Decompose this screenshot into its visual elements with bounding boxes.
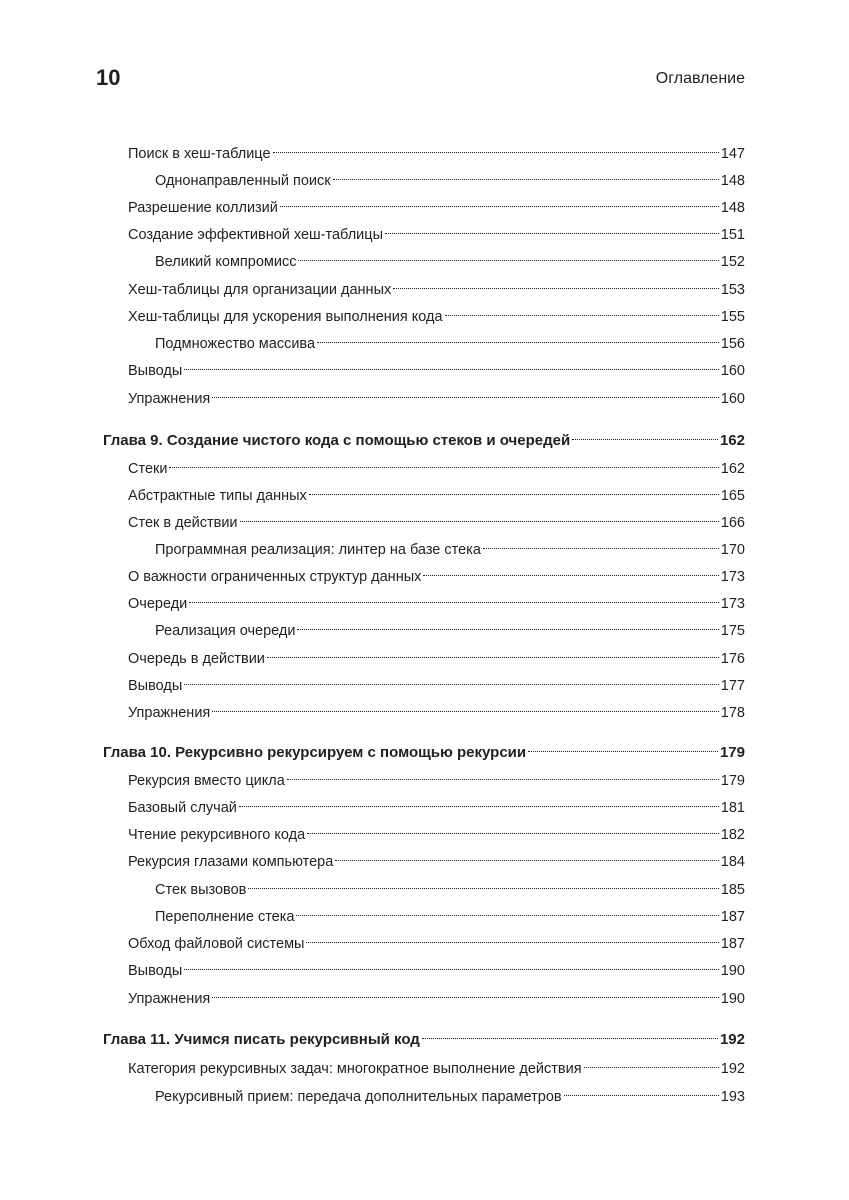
dot-leader [169, 451, 718, 473]
toc-entry-page: 165 [720, 488, 745, 504]
toc-entry-page: 173 [720, 596, 745, 612]
toc-entry[interactable] [0, 1079, 849, 1105]
toc-entry[interactable] [0, 299, 849, 325]
toc-entry[interactable] [0, 559, 849, 585]
toc-entry-title: О важности ограниченных структур данных [128, 569, 422, 585]
toc-entry-title: Обход файловой системы [128, 936, 305, 952]
toc-entry-page: 156 [720, 336, 745, 352]
toc-entry[interactable] [0, 244, 849, 270]
toc-entry[interactable] [0, 641, 849, 667]
toc-entry-page: 153 [720, 282, 745, 298]
toc-entry-title: Стеки [128, 461, 168, 477]
toc-entry-title: Выводы [128, 678, 183, 694]
toc-entry-page: 162 [720, 461, 745, 477]
toc-entry-title: Рекурсия вместо цикла [128, 773, 285, 789]
dot-leader [212, 981, 719, 1003]
toc-entry-title: Хеш-таблицы для ускорения выполнения кода [128, 309, 443, 325]
dot-leader [280, 190, 719, 212]
toc-entry-title: Хеш-таблицы для организации данных [128, 282, 392, 298]
dot-leader [287, 763, 719, 785]
dot-leader [333, 163, 719, 185]
toc-entry-title: Программная реализация: линтер на базе стека [155, 542, 481, 558]
dot-leader [306, 926, 718, 948]
toc-entry-title: Упражнения [128, 705, 211, 721]
toc-entry[interactable] [0, 763, 849, 789]
toc-entry[interactable] [0, 613, 849, 639]
dot-leader [483, 532, 719, 554]
dot-leader [572, 423, 718, 445]
toc-entry-page: 179 [720, 773, 745, 789]
toc-entry-page: 184 [720, 854, 745, 870]
toc-entry-page: 187 [720, 909, 745, 925]
toc-entry[interactable] [0, 981, 849, 1007]
toc-entry-title: Реализация очереди [155, 623, 296, 639]
toc-entry[interactable] [0, 1051, 849, 1077]
toc-entry-page: 185 [720, 882, 745, 898]
toc-entry[interactable] [0, 190, 849, 216]
dot-leader [422, 1022, 718, 1044]
toc-entry-title: Подмножество массива [155, 336, 316, 352]
toc-entry[interactable] [0, 163, 849, 189]
toc-entry-page: 151 [720, 227, 745, 243]
toc-entry-title: Рекурсия глазами компьютера [128, 854, 334, 870]
toc-chapter-page: 179 [719, 744, 745, 761]
toc-chapter-9[interactable] [0, 423, 849, 449]
toc-entry-page: 148 [720, 173, 745, 189]
toc-entry-page: 182 [720, 827, 745, 843]
toc-entry[interactable] [0, 586, 849, 612]
dot-leader [184, 353, 719, 375]
toc-entry-page: 160 [720, 363, 745, 379]
dot-leader [212, 695, 719, 717]
toc-entry-title: Создание эффективной хеш-таблицы [128, 227, 383, 243]
toc-entry-title: Поиск в хеш-таблице [128, 146, 271, 162]
toc-entry-page: 152 [720, 254, 745, 270]
toc-entry[interactable] [0, 817, 849, 843]
toc-entry[interactable] [0, 532, 849, 558]
toc-entry-title: Однонаправленный поиск [155, 173, 331, 189]
toc-entry-title: Категория рекурсивных задач: многократное выполнение действия [128, 1061, 582, 1077]
toc-entry-title: Чтение рекурсивного кода [128, 827, 306, 843]
toc-entry-page: 190 [720, 963, 745, 979]
toc-chapter-title: Глава 10. Рекурсивно рекурсируем с помощью рекурсии [103, 744, 527, 761]
toc-chapter-page: 162 [719, 432, 745, 449]
toc-entry-page: 181 [720, 800, 745, 816]
dot-leader [248, 872, 718, 894]
dot-leader [309, 478, 719, 500]
dot-leader [297, 613, 718, 635]
toc-entry-page: 160 [720, 391, 745, 407]
toc-entry[interactable] [0, 899, 849, 925]
toc-entry-page: 173 [720, 569, 745, 585]
dot-leader [584, 1051, 719, 1073]
dot-leader [445, 299, 719, 321]
page-number: 10 [96, 65, 121, 90]
dot-leader [564, 1079, 719, 1101]
toc-entry[interactable] [0, 695, 849, 721]
dot-leader [189, 586, 719, 608]
toc-entry-page: 187 [720, 936, 745, 952]
toc-entry[interactable] [0, 272, 849, 298]
dot-leader [239, 790, 719, 812]
dot-leader [273, 136, 719, 158]
toc-entry-page: 193 [720, 1089, 745, 1105]
toc-entry-title: Очередь в действии [128, 651, 265, 667]
toc-entry-title: Выводы [128, 963, 183, 979]
toc-chapter-10[interactable] [0, 735, 849, 761]
toc-entry-page: 175 [720, 623, 745, 639]
toc-chapter-title: Глава 9. Создание чистого кода с помощью стеков и очередей [103, 432, 571, 449]
toc-entry[interactable] [0, 217, 849, 243]
toc-entry[interactable] [0, 451, 849, 477]
toc-entry-title: Выводы [128, 363, 183, 379]
toc-entry[interactable] [0, 505, 849, 531]
toc-entry-title: Базовый случай [128, 800, 237, 816]
toc-entry-page: 170 [720, 542, 745, 558]
dot-leader [296, 899, 718, 921]
toc-entry[interactable] [0, 790, 849, 816]
toc-entry-page: 147 [720, 146, 745, 162]
toc-entry[interactable] [0, 844, 849, 870]
toc-entry[interactable] [0, 668, 849, 694]
dot-leader [298, 244, 718, 266]
toc-entry[interactable] [0, 353, 849, 379]
toc-entry-title: Великий компромисс [155, 254, 297, 270]
toc-entry[interactable] [0, 953, 849, 979]
toc-entry[interactable] [0, 872, 849, 898]
toc-entry-title: Упражнения [128, 991, 211, 1007]
toc-entry[interactable] [0, 478, 849, 504]
dot-leader [385, 217, 719, 239]
running-title: Оглавление [655, 70, 745, 87]
dot-leader [528, 735, 718, 757]
toc-entry-title: Стек в действии [128, 515, 238, 531]
toc-entry-page: 177 [720, 678, 745, 694]
toc-entry-page: 176 [720, 651, 745, 667]
dot-leader [184, 953, 719, 975]
dot-leader [184, 668, 719, 690]
toc-entry-page: 166 [720, 515, 745, 531]
dot-leader [423, 559, 718, 581]
toc-entry-title: Абстрактные типы данных [128, 488, 307, 504]
toc-entry[interactable] [0, 326, 849, 352]
dot-leader [267, 641, 719, 663]
toc-entry-title: Стек вызовов [155, 882, 247, 898]
toc-entry[interactable] [0, 926, 849, 952]
dot-leader [317, 326, 719, 348]
toc-entry-title: Рекурсивный прием: передача дополнительных параметров [155, 1089, 562, 1105]
toc-entry-page: 148 [720, 200, 745, 216]
toc-chapter-title: Глава 11. Учимся писать рекурсивный код [103, 1031, 420, 1048]
toc-entry-title: Очереди [128, 596, 188, 612]
dot-leader [335, 844, 718, 866]
toc-entry-page: 190 [720, 991, 745, 1007]
toc-entry[interactable] [0, 381, 849, 407]
toc-chapter-page: 192 [719, 1031, 745, 1048]
toc-entry-title: Упражнения [128, 391, 211, 407]
dot-leader [212, 381, 719, 403]
toc-entry-page: 178 [720, 705, 745, 721]
toc-entry-title: Переполнение стека [155, 909, 295, 925]
dot-leader [393, 272, 719, 294]
dot-leader [240, 505, 719, 527]
toc-chapter-11[interactable] [0, 1022, 849, 1048]
toc-entry-page: 155 [720, 309, 745, 325]
toc-entry[interactable] [0, 136, 849, 162]
toc-entry-title: Разрешение коллизий [128, 200, 278, 216]
toc-entry-page: 192 [720, 1061, 745, 1077]
dot-leader [307, 817, 719, 839]
